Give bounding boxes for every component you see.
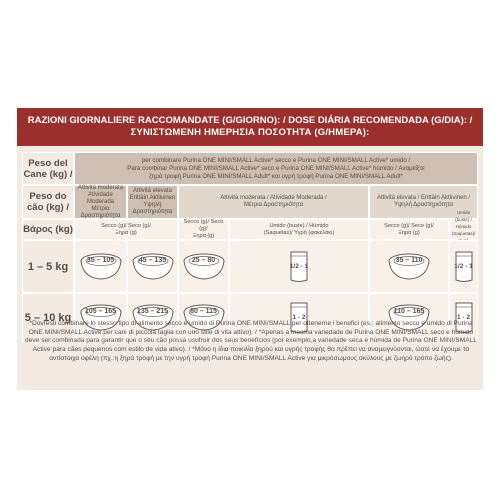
column-dry-combo-high-line2: Ξηρά (g) [398,229,420,236]
column-wet-moderate-line2: (Saquetas)/ Υγρή (φακελάκι) [263,229,335,236]
combo-dry-moderate-1-value: 25 – 80 [191,256,216,264]
dry-high-1 [127,240,178,293]
column-wet-high-line2: (Saquetas)/ [451,230,476,236]
combo-wet-high-1-value: 1/2 - 1 [454,262,473,270]
combo-dry-moderate-2-value: 80 – 115 [190,307,217,315]
activity-moderate-gr: Μέτρια Δραστηριότητα [80,205,121,219]
feeding-grid [22,152,478,342]
daily-ration-header [17,108,483,146]
column-wet-high [449,209,478,240]
activity-moderate-it: Attività moderata [77,184,124,191]
bowl-icon [387,252,431,282]
column-dry [74,219,178,240]
column-wet-moderate-line1: Umido (buste) / Húmido [269,222,329,229]
combo-dry-high-1-value: 35 – 110 [395,256,423,264]
activity-moderate-pt: Atividade Moderada [86,191,115,205]
bowl-icon [131,252,175,282]
activity-combo-high-line2: Υψηλή Δραστηριότητα [393,202,454,208]
dry-moderate-1-value: 35 – 105 [86,256,115,264]
column-dry-combo-moderate [178,219,229,240]
activity-high-it: Attività elevata [132,188,173,194]
dry-moderate-1 [74,240,127,293]
bowl-icon [182,252,226,282]
activity-combo-high-line1: Attività elevata / Erittäin Aktiivinen / [376,195,471,201]
combo-line-1: per combinare Purina ONE MINI/SMALL Active* secco e Purina ONE MINI/SMALL Active* umido / [141,156,411,164]
dry-high-1-value: 45 – 135 [138,256,167,264]
activity-high [127,185,178,219]
combo-dry-moderate-1 [178,240,229,293]
combo-wet-moderate-2-value: 1 - 2 [292,313,306,321]
label-weight-gr: Βάρος (kg) [22,219,74,240]
column-dry-line1: Secco (g)/ Seco (g)/ [101,222,151,229]
dry-high-2-value: 135 – 215 [136,307,169,315]
activity-combo-moderate-line2: Μέτρια Δραστηριότητα [243,202,304,208]
column-dry-combo-high-line1: Secco (g)/ Seco (g)/ [384,222,434,229]
dry-moderate-2-value: 105 – 165 [84,307,117,315]
column-dry-line2: Ξηρά (g) [115,229,137,236]
combo-wet-high-2-value: 1 - 2 [456,313,470,321]
pouch-icon [289,250,309,284]
combo-wet-high-1 [449,240,478,293]
label-weight-pt: Peso do cão (kg) / [22,185,74,219]
weight-row-1: 1 – 5 kg [22,240,74,293]
activity-combo-moderate [178,185,369,219]
weight-row-2: 5 – 10 kg [22,293,74,342]
combo-dry-high-1 [369,240,449,293]
header-line-1: RAZIONI GIORNALIERE RACCOMANDATE (G/GIORNO): / DOSE DIÁRIA RECOMENDADA (G/DIA): / [27,115,473,126]
activity-high-gr: Υψηλή Δραστηριότητα [132,202,173,215]
column-wet-high-line1: Umido (buste) / Húmido [455,209,472,229]
column-dry-combo-moderate-line2: Ξηρά (g) [192,233,215,239]
activity-high-pt: Erittäin Aktiivinen [129,195,176,201]
column-dry-combo-moderate-line1: Secco (g)/ Seco (g)/ [183,219,224,232]
activity-moderate [74,185,127,219]
pouch-icon [454,250,474,284]
combo-wet-moderate-1 [229,240,369,293]
combo-instructions [74,152,478,185]
bowl-icon [79,252,123,282]
column-wet-moderate [229,219,369,240]
combo-wet-moderate-1-value: 1/2 - 1 [289,262,309,270]
label-weight-it: Peso del Cane (kg) / [22,152,74,185]
header-line-2: ΣΥΝΙΣΤΩΜΕΝΗ ΗΜΕΡΗΣΙΑ ΠΟΣΟΤΗΤΑ (G/ΗΜΕΡΑ): [130,127,370,138]
combo-dry-high-2-value: 110 – 165 [393,307,425,315]
column-dry-combo-high [369,219,449,240]
activity-combo-moderate-line1: Attività moderata / Atividade Moderada / [220,195,327,201]
footnote: *Dovresti combinare lo stesso tipo di alimento secco e umido di Purina ONE MINI/SMALL per ottenerne i benefici (es.: alimento secco e umido di Purina ONE MINI/SMALL Active per cani di piccola taglia con uno stile di vita attivo). / *Apenas a mesma variedade de Purina ONE MINI/SMALL seco e húmido deve ser combinada para garantir que o seu cão possa usufruir dos seus benefícios (por exemplo,a variedade seca e húmida de Purina ONE MINI/SMALL Active para cães pequenos com estilo de vida ativo). / *Μόνο η ίδια ποικιλία ξηρού και υγρής τροφής θα πρέπει να αναμειγνύονται, ώστε να έχουμε τα αντίστοιχα οφέλη (πχ.:η ξηρά τροφή με την υγρή τροφή Purina ONE MINI/SMALL Active για μικρόσωμους σκύλους με ζωηρό τρόπο ζωής). [25,320,477,362]
combo-line-2: Para combinar Purina ONE MINI/SMALL Active* seco e Purina ONE MINI/SMALL Active* húmido / Αναμείξτε [127,164,425,172]
combo-line-3: ξηρά τροφή Purina ONE MINI/SMALL Adult* και υγρή τροφή Purina ONE MINI/SMALL Adult* [149,172,403,180]
